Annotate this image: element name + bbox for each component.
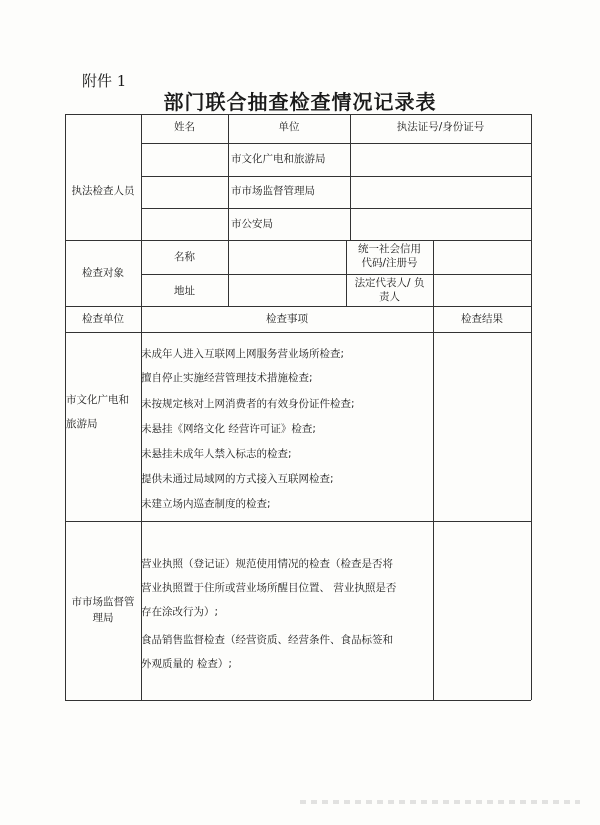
inspection-item-line: 外观质量的 检查）;	[141, 658, 232, 670]
inspection-item: 未建立场内巡查制度的检查;	[141, 498, 271, 510]
inspection-item-line: 营业执照置于住所或营业场所醒目位置、 营业执照是否	[141, 582, 397, 594]
inspection-item: 未悬挂《网络文化 经营许可证》检查;	[141, 423, 316, 435]
officer-unit: 市文化广电和旅游局	[231, 153, 326, 165]
attachment-label: 附件 1	[82, 72, 127, 90]
inspection-item: 未按规定核对上网消费者的有效身份证件检查;	[141, 398, 355, 410]
target-label: 检查对象	[82, 267, 124, 279]
credit-code-label-line1: 统一社会信用	[358, 243, 421, 255]
legal-rep-label-line2: 责人	[379, 291, 400, 303]
officer-id-header: 执法证号/身份证号	[396, 121, 485, 133]
inspection-item-line: 营业执照（登记证）规范使用情况的检查（检查是否将	[141, 558, 393, 570]
officer-name-header: 姓名	[174, 121, 195, 133]
inspection-item-line: 存在涂改行为）;	[141, 606, 219, 618]
inspection-item: 未成年人进入互联网上网服务营业场所检查;	[141, 348, 345, 360]
inspection-result-header: 检查结果	[461, 313, 503, 325]
target-address-label: 地址	[174, 285, 195, 297]
target-name-label: 名称	[174, 251, 195, 263]
inspection-items-header: 检查事项	[266, 313, 308, 325]
form-title: 部门联合抽查检查情况记录表	[163, 90, 437, 114]
culture-unit-line1: 市文化广电和	[66, 394, 129, 406]
market-unit-line1: 市市场监督管	[71, 596, 135, 608]
officers-label: 执法检查人员	[71, 185, 135, 197]
market-unit-line2: 理局	[92, 612, 114, 624]
inspection-item-line: 食品销售监督检查（经营资质、经营条件、食品标签和	[141, 634, 393, 646]
scan-artifact	[300, 800, 580, 804]
inspection-item: 未悬挂未成年人禁入标志的检查;	[141, 448, 292, 460]
inspection-unit-header: 检查单位	[82, 313, 124, 325]
officer-unit-header: 单位	[278, 121, 300, 133]
inspection-item: 擅自停止实施经营管理技术措施检查;	[141, 372, 313, 384]
officer-unit: 市市场监督管理局	[231, 185, 315, 197]
credit-code-label-line2: 代码/注册号	[361, 257, 418, 269]
officer-unit: 市公安局	[231, 218, 273, 230]
legal-rep-label-line1: 法定代表人/ 负	[354, 277, 425, 289]
inspection-item: 提供未通过局域网的方式接入互联网检查;	[141, 473, 334, 485]
culture-unit-line2: 旅游局	[66, 418, 98, 430]
